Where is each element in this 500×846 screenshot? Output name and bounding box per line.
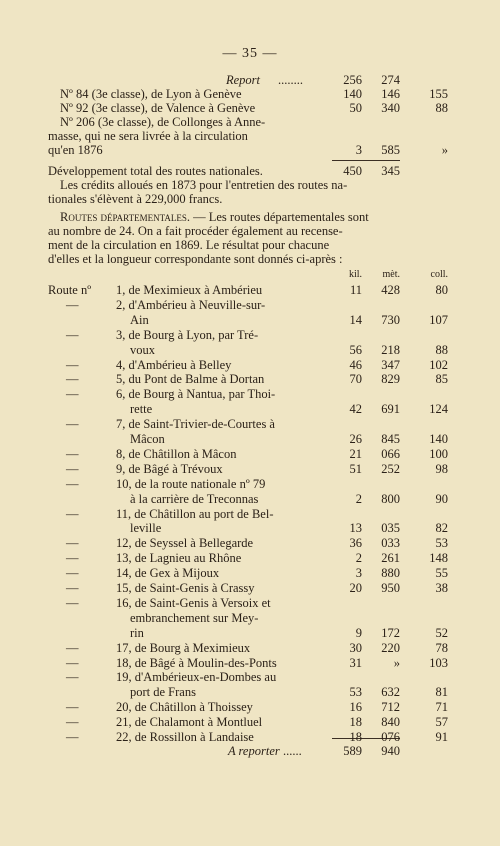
route-dash: —: [66, 730, 79, 744]
route-6-k2: 691: [381, 402, 400, 417]
route-1-text-1: 1, de Meximieux à Ambérieu: [116, 283, 263, 297]
route-15-k2: 950: [381, 581, 400, 595]
route-12-text-1: 12, de Seyssel à Bellegarde: [116, 536, 254, 551]
route-10-k3: 90: [435, 491, 448, 506]
sum-rule: [332, 160, 400, 161]
rn-2-coll: 88: [435, 101, 448, 115]
route-20-k3: 71: [435, 700, 448, 715]
route-17-k2: 220: [381, 640, 400, 655]
route-19-k3: 81: [435, 685, 448, 700]
dept-line-3: ment de la circulation en 1869. Le résultat pour chacune: [48, 238, 330, 252]
route-21-k2: 840: [381, 715, 400, 730]
route-4-k3: 102: [429, 357, 448, 372]
route-16-k3: 52: [435, 625, 448, 640]
route-14-k1: 3: [355, 566, 362, 581]
route-dash: —: [66, 640, 79, 655]
route-dash: —: [66, 461, 79, 476]
route-1-k2: 428: [381, 283, 400, 297]
credits-line-2: tionales s'élèvent à 229,000 francs.: [48, 192, 223, 206]
route-16-text-1: 16, de Saint-Genis à Versoix et: [116, 595, 271, 610]
route-dash: —: [66, 581, 79, 595]
route-19-text-2: port de Frans: [130, 685, 196, 700]
dept-line-4: d'elles et la longueur correspondante sont donnés ci-après :: [48, 252, 343, 266]
route-9-text-1: 9, de Bâgé à Trévoux: [116, 461, 223, 476]
report-m: 274: [381, 73, 400, 87]
rn-3-km: 3: [355, 143, 362, 157]
route-14-k2: 880: [381, 566, 400, 581]
route-8-k3: 100: [429, 446, 448, 461]
route-13-k2: 261: [381, 551, 400, 566]
route-7-text-1: 7, de Saint-Trivier-de-Courtes à: [116, 417, 275, 432]
route-3-text-2: voux: [130, 342, 155, 357]
route-19-text-1: 19, d'Ambérieux-en-Dombes au: [116, 670, 277, 685]
rn-2-m: 340: [381, 101, 400, 115]
total-km: 450: [343, 164, 362, 178]
route-dash: —: [66, 476, 79, 491]
rn-line-5: qu'en 1876: [48, 143, 103, 157]
route-dash: —: [66, 655, 79, 670]
route-6-text-2: rette: [130, 402, 153, 417]
route-21-text-1: 21, de Chalamont à Montluel: [116, 715, 263, 730]
route-20-k2: 712: [381, 700, 400, 715]
rn-line-1: Nº 84 (3e classe), de Lyon à Genève: [60, 87, 242, 101]
rn-1-m: 146: [381, 87, 400, 101]
route-14-text-1: 14, de Gex à Mijoux: [116, 566, 220, 581]
dept-line-1: [60, 210, 369, 224]
route-2-text-2: Ain: [130, 312, 149, 327]
route-21-k3: 57: [435, 715, 448, 730]
rn-line-4: masse, qui ne sera livrée à la circulation: [48, 129, 248, 143]
route-21-k1: 18: [349, 715, 362, 730]
route-12-k1: 36: [349, 536, 362, 551]
route-2-text-1: 2, d'Ambérieu à Neuville-sur-: [116, 297, 266, 312]
rn-2-km: 50: [349, 101, 362, 115]
route-14-k3: 55: [435, 566, 448, 581]
route-9-k3: 98: [435, 461, 448, 476]
route-dash: —: [66, 551, 79, 566]
route-22-k1: 18: [349, 730, 362, 744]
route-label: Route nº: [48, 283, 92, 297]
route-dash: —: [66, 357, 79, 372]
route-dash: —: [66, 595, 79, 610]
route-15-k3: 38: [435, 581, 448, 595]
col-header-coll: coll.: [430, 269, 448, 280]
route-17-k1: 30: [349, 640, 362, 655]
route-22-k3: 91: [435, 730, 448, 744]
rn-line-3: Nº 206 (3e classe), de Collonges à Anne-: [60, 115, 266, 129]
route-18-text-1: 18, de Bâgé à Moulin-des-Ponts: [116, 655, 277, 670]
route-dash: —: [66, 566, 79, 581]
route-10-text-2: à la carrière de Treconnas: [130, 491, 259, 506]
route-3-k2: 218: [381, 342, 400, 357]
route-dash: —: [66, 327, 79, 342]
total-m: 345: [381, 164, 400, 178]
report-km: 256: [343, 73, 362, 87]
route-5-k3: 85: [435, 372, 448, 387]
route-9-k1: 51: [349, 461, 362, 476]
route-20-k1: 16: [349, 700, 362, 715]
route-13-k1: 2: [355, 551, 362, 566]
report-label: Report: [226, 73, 261, 87]
route-13-text-1: 13, de Lagnieu au Rhône: [116, 551, 242, 566]
leader-dots: ........: [278, 73, 303, 87]
route-7-k1: 26: [349, 432, 362, 446]
col-header-km: kil.: [348, 269, 362, 280]
route-13-k3: 148: [429, 551, 448, 566]
rn-3-m: 585: [381, 143, 400, 157]
a-reporter-label: A reporter: [228, 744, 280, 758]
route-19-k1: 53: [349, 685, 362, 700]
route-16-k1: 9: [355, 625, 362, 640]
dept-heading: Routes départementales.: [60, 210, 190, 224]
rn-line-2: Nº 92 (3e classe), de Valence à Genève: [60, 101, 256, 115]
route-1-k1: 11: [349, 283, 362, 297]
route-4-text-1: 4, d'Ambérieu à Belley: [116, 357, 232, 372]
route-6-k1: 42: [349, 402, 362, 417]
route-7-k3: 140: [429, 432, 448, 446]
route-15-k1: 20: [349, 581, 362, 595]
route-7-k2: 845: [381, 432, 400, 446]
route-16-k2: 172: [381, 625, 400, 640]
route-18-k3: 103: [429, 655, 448, 670]
route-6-text-1: 6, de Bourg à Nantua, par Thoi-: [116, 387, 276, 402]
route-5-k2: 829: [381, 372, 400, 387]
credits-line-1: Les crédits alloués en 1873 pour l'entretien des routes na-: [60, 178, 348, 192]
route-dash: —: [66, 506, 79, 521]
route-22-text-1: 22, de Rossillon à Landaise: [116, 730, 254, 744]
a-reporter-km: 589: [343, 744, 362, 758]
route-dash: —: [66, 536, 79, 551]
route-16-text-3: rin: [130, 625, 144, 640]
dept-line-2: au nombre de 24. On a fait procéder également au recense-: [48, 224, 343, 238]
route-12-k3: 53: [435, 536, 448, 551]
route-11-text-2: leville: [130, 521, 162, 536]
route-16-text-2: embranchement sur Mey-: [130, 610, 259, 625]
route-4-k2: 347: [381, 357, 400, 372]
route-15-text-1: 15, de Saint-Genis à Crassy: [116, 581, 255, 595]
total-label: Développement total des routes nationales.: [48, 164, 263, 178]
route-8-text-1: 8, de Châtillon à Mâcon: [116, 446, 237, 461]
a-reporter-m: 940: [381, 744, 400, 758]
route-2-k1: 14: [349, 312, 362, 327]
route-12-k2: 033: [381, 536, 400, 551]
leader-dots: ......: [283, 744, 302, 758]
route-9-k2: 252: [381, 461, 400, 476]
dept-line-1-text: — Les routes départementales sont: [190, 210, 369, 224]
route-dash: —: [66, 297, 79, 312]
route-20-text-1: 20, de Châtillon à Thoissey: [116, 700, 253, 715]
route-11-k1: 13: [349, 521, 362, 536]
col-header-m: mèt.: [382, 269, 400, 280]
route-18-k2: »: [393, 655, 400, 670]
route-dash: —: [66, 387, 79, 402]
route-dash: —: [66, 670, 79, 685]
route-11-k3: 82: [435, 521, 448, 536]
route-2-k2: 730: [381, 312, 400, 327]
route-22-k2: 076: [381, 730, 400, 744]
route-2-k3: 107: [429, 312, 448, 327]
route-7-text-2: Mâcon: [130, 432, 165, 446]
route-5-text-1: 5, du Pont de Balme à Dortan: [116, 372, 265, 387]
rn-1-coll: 155: [429, 87, 448, 101]
route-dash: —: [66, 417, 79, 432]
route-3-text-1: 3, de Bourg à Lyon, par Tré-: [116, 327, 259, 342]
route-8-k1: 21: [349, 446, 362, 461]
route-10-k2: 800: [381, 491, 400, 506]
route-4-k1: 46: [349, 357, 362, 372]
route-17-k3: 78: [435, 640, 448, 655]
route-11-k2: 035: [381, 521, 400, 536]
route-6-k3: 124: [429, 402, 448, 417]
route-1-k3: 80: [435, 283, 448, 297]
route-17-text-1: 17, de Bourg à Meximieux: [116, 640, 251, 655]
route-5-k1: 70: [349, 372, 362, 387]
route-3-k3: 88: [435, 342, 448, 357]
page-number: — 35 —: [222, 46, 278, 61]
route-dash: —: [66, 715, 79, 730]
rn-3-coll: »: [441, 143, 448, 157]
route-dash: —: [66, 372, 79, 387]
route-8-k2: 066: [381, 446, 400, 461]
rn-1-km: 140: [343, 87, 362, 101]
route-3-k1: 56: [349, 342, 362, 357]
route-19-k2: 632: [381, 685, 400, 700]
route-18-k1: 31: [349, 655, 362, 670]
route-10-text-1: 10, de la route nationale nº 79: [116, 476, 266, 491]
route-dash: —: [66, 446, 79, 461]
route-11-text-1: 11, de Châtillon au port de Bel-: [116, 506, 274, 521]
route-dash: —: [66, 700, 79, 715]
route-10-k1: 2: [355, 491, 362, 506]
